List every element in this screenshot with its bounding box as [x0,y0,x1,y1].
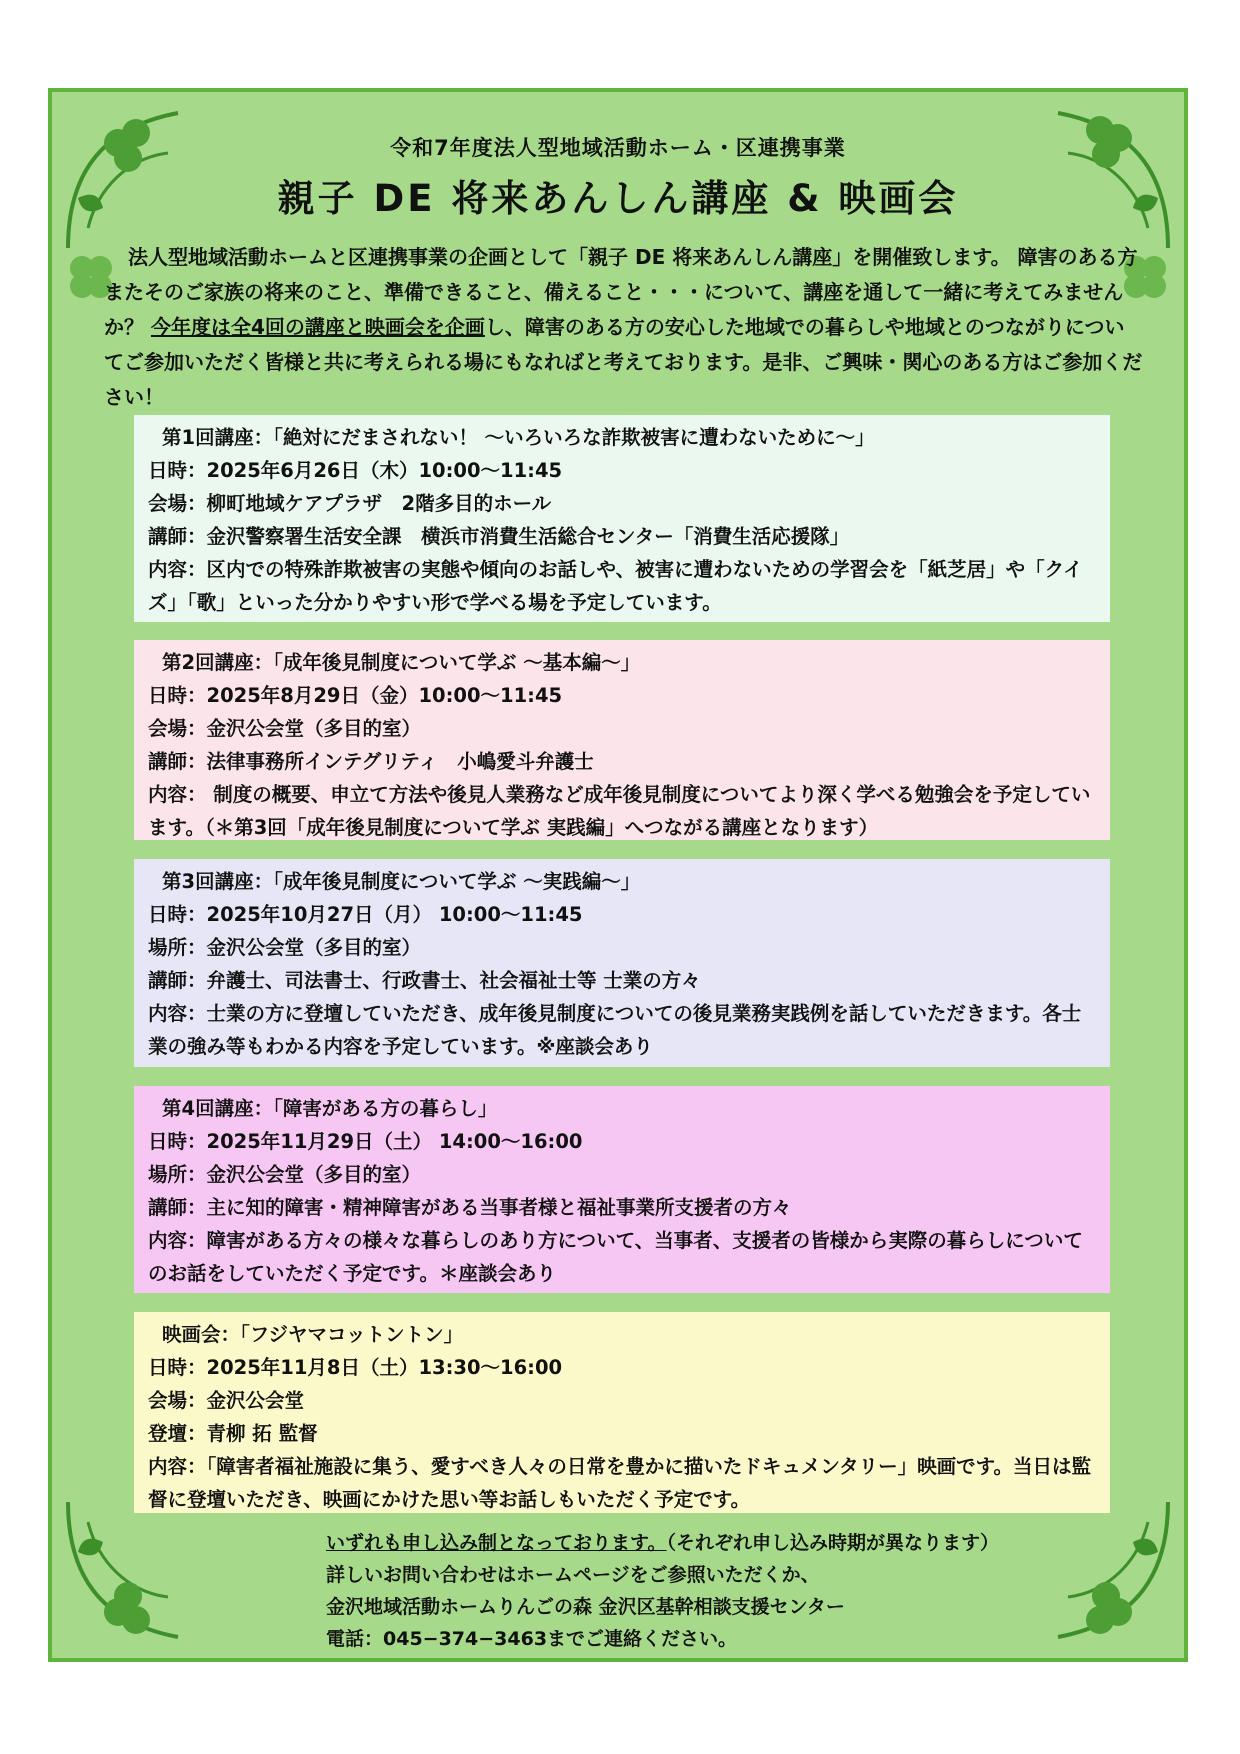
session-venue: 場所：金沢公会堂（多目的室） [148,936,422,959]
session-venue: 場所：金沢公会堂（多目的室） [148,1163,422,1186]
session-heading: 第2回講座：「成年後見制度について学ぶ ～基本編～」 [162,651,641,674]
intro-text-2: し、障害のある方の安心した地域での暮らしや地域とのつながりについてご参加いただく皆様と共に考えられる場にもなればと考えております。是非、ご興味・関心のある方はご参加ください！ [104,315,1143,409]
session-heading: 第3回講座：「成年後見制度について学ぶ ～実践編～」 [162,870,641,893]
page-title: 親子 DE 将来あんしん講座 & 映画会 [277,177,959,220]
flyer-frame [48,88,1188,1662]
session-lecturer: 講師：法律事務所インテグリティ 小嶋愛斗弁護士 [148,750,594,773]
session-content: 内容：障害がある方々の様々な暮らしのあり方について、当事者、支援者の皆様から実際の暮らしについてのお話をしていただく予定です。＊座談会あり [148,1229,1083,1285]
session-lecturer: 講師：主に知的障害・精神障害がある当事者様と福祉事業所支援者の方々 [148,1196,792,1219]
movie-speaker: 登壇：青柳 拓 監督 [148,1422,318,1445]
footer-phone: 電話：045−374−3463までご連絡ください。 [326,1628,738,1650]
intro-text-1: 法人型地域活動ホームと区連携事業の企画として「親子 DE 将来あんしん講座」を開催致します。 障害のある方またそのご家族の将来のこと、準備できること、備えること・・・について、講座を通して一緒に考えてみませんか？ [104,245,1138,339]
corner-ornament-bottom-right [1038,1492,1178,1652]
movie-box [134,1312,1110,1513]
session-content: 内容： 制度の概要、申立て方法や後見人業務など成年後見制度についてより深く学べる勉強会を予定しています。（＊第3回「成年後見制度について学ぶ 実践編」へつながる講座となります） [148,783,1091,839]
footer-line-2: 詳しいお問い合わせはホームページをご参照いただくか、 [326,1564,820,1586]
movie-datetime: 日時：2025年11月8日（土）13:30～16:00 [148,1356,563,1379]
movie-heading: 映画会：「フジヤマコットントン」 [162,1323,464,1346]
intro-underlined: 今年度は全4回の講座と映画会を企画 [150,315,485,339]
session-4-box [134,1086,1110,1293]
session-heading: 第1回講座：「絶対にだまされない！ ～いろいろな詐欺被害に遭わないために～」 [162,426,875,449]
corner-ornament-bottom-left [58,1492,198,1652]
intro-paragraph [104,240,1144,415]
session-content: 内容：士業の方に登壇していただき、成年後見制度についての後見業務実践例を話していただきます。各士業の強み等もわかる内容を予定しています。※座談会あり [148,1002,1082,1058]
session-1-box [134,415,1110,622]
session-heading: 第4回講座：「障害がある方の暮らし」 [162,1097,498,1120]
session-3-box [134,859,1110,1067]
page-subtitle: 令和7年度法人型地域活動ホーム・区連携事業 [390,136,846,160]
session-datetime: 日時：2025年6月26日（木）10:00～11:45 [148,459,563,482]
session-venue: 会場：柳町地域ケアプラザ 2階多目的ホール [148,492,552,515]
footer-notice-rest: （それぞれ申し込み時期が異なります） [666,1532,999,1554]
movie-venue: 会場：金沢公会堂 [148,1389,305,1412]
session-lecturer: 講師：金沢警察署生活安全課 横浜市消費生活総合センター「消費生活応援隊」 [148,525,850,548]
session-datetime: 日時：2025年11月29日（土） 14:00～16:00 [148,1130,583,1153]
footer-contact [326,1527,999,1655]
session-content: 内容：区内での特殊詐欺被害の実態や傾向のお話しや、被害に遭わないための学習会を「紙芝居」や「クイズ」「歌」といった分かりやすい形で学べる場を予定しています。 [148,558,1083,614]
footer-line-3: 金沢地域活動ホームりんごの森 金沢区基幹相談支援センター [326,1596,845,1618]
session-datetime: 日時：2025年10月27日（月） 10:00～11:45 [148,903,583,926]
footer-notice: いずれも申し込み制となっております。 [326,1532,667,1554]
session-venue: 会場：金沢公会堂（多目的室） [148,717,422,740]
movie-content: 内容：「障害者福祉施設に集う、愛すべき人々の日常を豊かに描いたドキュメンタリー」映画です。当日は監督に登壇いただき、映画にかけた思い等お話しもいただく予定です。 [148,1455,1092,1511]
session-2-box [134,640,1110,840]
session-datetime: 日時：2025年8月29日（金）10:00～11:45 [148,684,563,707]
session-lecturer: 講師：弁護士、司法書士、行政書士、社会福祉士等 士業の方々 [148,969,701,992]
